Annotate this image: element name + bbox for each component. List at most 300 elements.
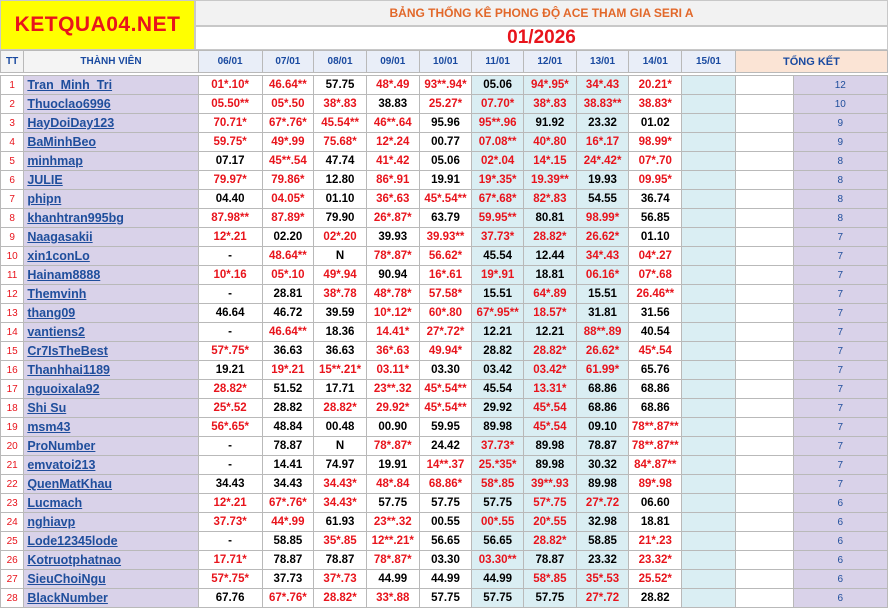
table-row — [1, 152, 888, 171]
result-cell: 26.62* — [576, 228, 629, 247]
result-cell: 19*.35* — [472, 171, 524, 190]
result-cell: 15.51 — [472, 285, 524, 304]
result-cell: 75.68* — [314, 133, 367, 152]
row-index: 8 — [1, 209, 24, 228]
total-cell: 9 — [793, 114, 887, 133]
result-cell: 07.08** — [472, 133, 524, 152]
result-cell: 02.20 — [262, 228, 314, 247]
row-index: 7 — [1, 190, 24, 209]
result-cell: 48.64** — [262, 247, 314, 266]
member-name-link[interactable]: Kotruotphatnao — [24, 551, 198, 570]
table-row — [1, 418, 888, 437]
result-cell: 03.30 — [419, 551, 472, 570]
member-name-link[interactable]: msm43 — [24, 418, 198, 437]
result-cell: 70.71* — [198, 114, 262, 133]
total-cell: 6 — [793, 551, 887, 570]
summary-gap — [735, 437, 793, 456]
row-index: 12 — [1, 285, 24, 304]
row-index: 23 — [1, 494, 24, 513]
member-name-link[interactable]: Tran_Minh_Tri — [24, 76, 198, 95]
summary-gap — [735, 266, 793, 285]
result-cell: 14.41 — [262, 456, 314, 475]
result-cell-empty — [682, 114, 736, 133]
column-header-date: 09/01 — [366, 51, 419, 73]
member-name-link[interactable]: JULIE — [24, 171, 198, 190]
result-cell: 07*.70 — [629, 152, 682, 171]
member-name-link[interactable]: BlackNumber — [24, 589, 198, 608]
column-header-tt: TT — [1, 51, 24, 73]
table-row — [1, 456, 888, 475]
total-cell: 6 — [793, 570, 887, 589]
column-header-member: THÀNH VIÊN — [24, 51, 198, 73]
table-row — [1, 437, 888, 456]
result-cell: 17.71 — [314, 380, 367, 399]
result-cell: 78*.87* — [366, 247, 419, 266]
summary-gap — [735, 361, 793, 380]
result-cell: 78.87 — [262, 551, 314, 570]
result-cell: 45*.54** — [419, 190, 472, 209]
result-cell: 58.85 — [262, 532, 314, 551]
result-cell: 28.82* — [314, 399, 367, 418]
member-name-link[interactable]: Cr7IsTheBest — [24, 342, 198, 361]
result-cell: 37*.73 — [314, 570, 367, 589]
result-cell: 03.30 — [419, 361, 472, 380]
row-index: 13 — [1, 304, 24, 323]
result-cell: 87.89* — [262, 209, 314, 228]
result-cell: 09.10 — [576, 418, 629, 437]
result-cell: 67*.76* — [262, 589, 314, 608]
summary-gap — [735, 494, 793, 513]
member-name-link[interactable]: phipn — [24, 190, 198, 209]
summary-gap — [735, 456, 793, 475]
result-cell: 65.76 — [629, 361, 682, 380]
row-index: 21 — [1, 456, 24, 475]
summary-gap — [735, 551, 793, 570]
result-cell: 82*.83 — [524, 190, 577, 209]
result-cell: 49*.99 — [262, 133, 314, 152]
total-cell: 7 — [793, 361, 887, 380]
result-cell: 23**.32 — [366, 513, 419, 532]
result-cell: 58.85 — [576, 532, 629, 551]
result-cell: 29.92* — [366, 399, 419, 418]
result-cell: 56*.65* — [198, 418, 262, 437]
summary-gap — [735, 285, 793, 304]
member-name-link[interactable]: HayDoiDay123 — [24, 114, 198, 133]
result-cell: 49.94* — [419, 342, 472, 361]
member-name-link[interactable]: thang09 — [24, 304, 198, 323]
result-cell: 05*.10 — [262, 266, 314, 285]
result-cell: 19*.21 — [262, 361, 314, 380]
result-cell-empty — [682, 76, 736, 95]
result-cell: 23.32* — [629, 551, 682, 570]
result-cell: 35*.85 — [314, 532, 367, 551]
result-cell: 57.75 — [419, 589, 472, 608]
total-cell: 7 — [793, 266, 887, 285]
result-cell: 00.77 — [419, 133, 472, 152]
result-cell: 12**.21* — [366, 532, 419, 551]
result-cell: 18.36 — [314, 323, 367, 342]
summary-gap — [735, 323, 793, 342]
member-name-link[interactable]: Themvinh — [24, 285, 198, 304]
result-cell: 45.54** — [314, 114, 367, 133]
result-cell: 89*.98 — [629, 475, 682, 494]
result-cell: 57.75 — [524, 589, 577, 608]
summary-gap — [735, 152, 793, 171]
result-cell: 61.99* — [576, 361, 629, 380]
result-cell: 07*.68 — [629, 266, 682, 285]
total-cell: 8 — [793, 171, 887, 190]
row-index: 25 — [1, 532, 24, 551]
result-cell: 79.97* — [198, 171, 262, 190]
result-cell: 34.43 — [262, 475, 314, 494]
member-name-link[interactable]: khanhtran995bg — [24, 209, 198, 228]
result-cell: 23.32 — [576, 551, 629, 570]
result-cell: - — [198, 247, 262, 266]
result-cell: 59.95** — [472, 209, 524, 228]
result-cell: 34.43* — [314, 475, 367, 494]
result-cell: 20*.55 — [524, 513, 577, 532]
result-cell: 18.57* — [524, 304, 577, 323]
result-cell: 89.98 — [576, 475, 629, 494]
result-cell: 04*.27 — [629, 247, 682, 266]
result-cell: 19*.91 — [472, 266, 524, 285]
result-cell: 38.83* — [629, 95, 682, 114]
result-cell: 49*.94 — [314, 266, 367, 285]
result-cell: 05*.50 — [262, 95, 314, 114]
total-cell: 6 — [793, 532, 887, 551]
result-cell-empty — [682, 285, 736, 304]
result-cell-empty — [682, 95, 736, 114]
table-row — [1, 76, 888, 95]
summary-gap — [735, 475, 793, 494]
row-index: 3 — [1, 114, 24, 133]
result-cell: 89.98 — [524, 437, 577, 456]
result-cell: 34*.43 — [576, 76, 629, 95]
member-name-link[interactable]: vantiens2 — [24, 323, 198, 342]
table-body — [1, 73, 888, 608]
result-cell: 89.98 — [472, 418, 524, 437]
result-cell: 45.54 — [472, 380, 524, 399]
result-cell: 48*.78* — [366, 285, 419, 304]
result-cell: 56.65 — [472, 532, 524, 551]
summary-gap — [735, 114, 793, 133]
result-cell-empty — [682, 228, 736, 247]
result-cell: 28.82* — [198, 380, 262, 399]
total-cell: 8 — [793, 209, 887, 228]
result-cell: 27*.72 — [576, 589, 629, 608]
result-cell: 03.11* — [366, 361, 419, 380]
result-cell: 03.30** — [472, 551, 524, 570]
total-cell: 6 — [793, 589, 887, 608]
result-cell: 57*.75* — [198, 570, 262, 589]
table-row — [1, 494, 888, 513]
member-name-link[interactable]: nghiavp — [24, 513, 198, 532]
result-cell: 48*.49 — [366, 76, 419, 95]
result-cell: 38*.78 — [314, 285, 367, 304]
summary-gap — [735, 532, 793, 551]
result-cell: 15**.21* — [314, 361, 367, 380]
result-cell-empty — [682, 437, 736, 456]
result-cell: 28.82* — [524, 228, 577, 247]
result-cell: 45*.54** — [419, 399, 472, 418]
result-cell: 23.32 — [576, 114, 629, 133]
result-cell-empty — [682, 494, 736, 513]
result-cell: 07.17 — [198, 152, 262, 171]
result-cell: 46.64** — [262, 76, 314, 95]
summary-gap — [735, 399, 793, 418]
result-cell: 01.10 — [314, 190, 367, 209]
result-cell: 05.06 — [419, 152, 472, 171]
result-cell: 25.*35* — [472, 456, 524, 475]
table-header-row — [1, 51, 888, 73]
result-cell: 00.90 — [366, 418, 419, 437]
result-cell: 68.86 — [629, 380, 682, 399]
total-cell: 7 — [793, 418, 887, 437]
result-cell: 34*.43 — [576, 247, 629, 266]
table-row — [1, 114, 888, 133]
row-index: 1 — [1, 76, 24, 95]
table-row — [1, 551, 888, 570]
result-cell: 00.55 — [419, 513, 472, 532]
member-name-link[interactable]: Lode12345lode — [24, 532, 198, 551]
column-header-date: 13/01 — [576, 51, 629, 73]
total-cell: 6 — [793, 513, 887, 532]
result-cell: - — [198, 285, 262, 304]
summary-gap — [735, 513, 793, 532]
result-cell: 38*.83 — [314, 95, 367, 114]
result-cell: 78**.87** — [629, 437, 682, 456]
result-cell: 37.73* — [198, 513, 262, 532]
result-cell: 45*.54** — [419, 380, 472, 399]
result-cell: 24.42 — [419, 437, 472, 456]
member-name-link[interactable]: minhmap — [24, 152, 198, 171]
result-cell: 94*.95* — [524, 76, 577, 95]
total-cell: 7 — [793, 323, 887, 342]
result-cell: 78.87 — [262, 437, 314, 456]
result-cell: 40*.80 — [524, 133, 577, 152]
result-cell: 19.39** — [524, 171, 577, 190]
result-cell: 12*.24 — [366, 133, 419, 152]
result-cell-empty — [682, 570, 736, 589]
result-cell: 28.82 — [629, 589, 682, 608]
result-cell: 45*.54 — [524, 399, 577, 418]
result-cell: 57.75 — [472, 589, 524, 608]
member-name-link[interactable]: Thanhhai1189 — [24, 361, 198, 380]
summary-gap — [735, 190, 793, 209]
summary-gap — [735, 342, 793, 361]
member-name-link[interactable]: emvatoi213 — [24, 456, 198, 475]
column-header-summary: TỔNG KẾT — [735, 51, 887, 73]
row-index: 20 — [1, 437, 24, 456]
table-row — [1, 323, 888, 342]
result-cell-empty — [682, 190, 736, 209]
result-cell: 67*.76* — [262, 494, 314, 513]
column-header-date: 06/01 — [198, 51, 262, 73]
summary-gap — [735, 228, 793, 247]
member-name-link[interactable]: Hainam8888 — [24, 266, 198, 285]
row-index: 27 — [1, 570, 24, 589]
result-cell: 67*.95** — [472, 304, 524, 323]
result-cell: 58*.85 — [524, 570, 577, 589]
result-cell: 28.82* — [524, 342, 577, 361]
result-cell: 12.21 — [524, 323, 577, 342]
result-cell: 24*.42* — [576, 152, 629, 171]
result-cell: 12*.21 — [198, 494, 262, 513]
column-header-date: 07/01 — [262, 51, 314, 73]
result-cell: 48*.84 — [366, 475, 419, 494]
result-cell: 68.86 — [629, 399, 682, 418]
result-cell-empty — [682, 399, 736, 418]
table-row — [1, 399, 888, 418]
site-logo[interactable] — [0, 0, 195, 50]
result-cell: 57*.75* — [198, 342, 262, 361]
member-name-link[interactable]: xin1conLo — [24, 247, 198, 266]
result-cell: 61.93 — [314, 513, 367, 532]
result-cell: 04.05* — [262, 190, 314, 209]
result-cell: 29.92 — [472, 399, 524, 418]
result-cell: 01*.10* — [198, 76, 262, 95]
result-cell: 64*.89 — [524, 285, 577, 304]
row-index: 9 — [1, 228, 24, 247]
result-cell: 37.73 — [262, 570, 314, 589]
result-cell: 87.98** — [198, 209, 262, 228]
row-index: 22 — [1, 475, 24, 494]
result-cell: 56.62* — [419, 247, 472, 266]
result-cell: 12.21 — [472, 323, 524, 342]
result-cell-empty — [682, 513, 736, 532]
member-name-link[interactable]: Thuoclao6996 — [24, 95, 198, 114]
result-cell: 57*.75 — [524, 494, 577, 513]
result-cell-empty — [682, 342, 736, 361]
result-cell: 44.99 — [366, 570, 419, 589]
result-cell: 15.51 — [576, 285, 629, 304]
result-cell: 48.84 — [262, 418, 314, 437]
total-cell: 7 — [793, 247, 887, 266]
member-name-link[interactable]: ProNumber — [24, 437, 198, 456]
result-cell: 78*.87* — [366, 437, 419, 456]
member-name-link[interactable]: Lucmach — [24, 494, 198, 513]
result-cell: 16*.61 — [419, 266, 472, 285]
column-header-date: 14/01 — [629, 51, 682, 73]
result-cell-empty — [682, 266, 736, 285]
result-cell: 00*.55 — [472, 513, 524, 532]
result-cell: 57.75 — [314, 76, 367, 95]
row-index: 28 — [1, 589, 24, 608]
result-cell: 45*.54 — [629, 342, 682, 361]
result-cell: 78*.87* — [366, 551, 419, 570]
result-cell: 02*.20 — [314, 228, 367, 247]
result-cell: N — [314, 437, 367, 456]
result-cell: 90.94 — [366, 266, 419, 285]
result-cell: 07.70* — [472, 95, 524, 114]
result-cell: 39.93 — [366, 228, 419, 247]
total-cell: 7 — [793, 437, 887, 456]
result-cell: 28.82 — [472, 342, 524, 361]
result-cell: 12.44 — [524, 247, 577, 266]
member-name-link[interactable]: Shi Su — [24, 399, 198, 418]
result-cell: 78.87 — [576, 437, 629, 456]
result-cell: 27*.72 — [576, 494, 629, 513]
result-cell: 57.75 — [472, 494, 524, 513]
result-cell: 40.54 — [629, 323, 682, 342]
member-name-link[interactable]: nguoixala92 — [24, 380, 198, 399]
result-cell: 05.50** — [198, 95, 262, 114]
result-cell-empty — [682, 551, 736, 570]
result-cell: 31.81 — [576, 304, 629, 323]
result-cell: 44.99 — [472, 570, 524, 589]
row-index: 18 — [1, 399, 24, 418]
member-name-link[interactable]: Naagasakii — [24, 228, 198, 247]
result-cell: 51.52 — [262, 380, 314, 399]
result-cell: 37.73* — [472, 228, 524, 247]
result-cell: 68.86 — [576, 380, 629, 399]
result-cell: 27*.72* — [419, 323, 472, 342]
result-cell-empty — [682, 475, 736, 494]
result-cell: 32.98 — [576, 513, 629, 532]
result-cell: 23**.32 — [366, 380, 419, 399]
result-cell: 78.87 — [314, 551, 367, 570]
table-row — [1, 190, 888, 209]
result-cell: 10*.12* — [366, 304, 419, 323]
result-cell: N — [314, 247, 367, 266]
result-cell: 45*.54 — [524, 418, 577, 437]
result-cell: 98.99* — [629, 133, 682, 152]
result-cell: 67.76 — [198, 589, 262, 608]
result-cell-empty — [682, 589, 736, 608]
row-index: 24 — [1, 513, 24, 532]
column-header-date: 11/01 — [472, 51, 524, 73]
result-cell: 39.93** — [419, 228, 472, 247]
result-cell: 19.93 — [576, 171, 629, 190]
total-cell: 9 — [793, 133, 887, 152]
result-cell: 91.92 — [524, 114, 577, 133]
member-name-link[interactable]: SieuChoiNgu — [24, 570, 198, 589]
result-cell: 14.41* — [366, 323, 419, 342]
result-cell: 67*.76* — [262, 114, 314, 133]
total-cell: 7 — [793, 228, 887, 247]
result-cell: 74.97 — [314, 456, 367, 475]
result-cell: 26.46** — [629, 285, 682, 304]
result-cell: 25.52* — [629, 570, 682, 589]
result-cell: 80.81 — [524, 209, 577, 228]
member-name-link[interactable]: BaMinhBeo — [24, 133, 198, 152]
result-cell-empty — [682, 323, 736, 342]
member-name-link[interactable]: QuenMatKhau — [24, 475, 198, 494]
result-cell: 38.83** — [576, 95, 629, 114]
result-cell: 25*.52 — [198, 399, 262, 418]
report-title: BẢNG THỐNG KÊ PHONG ĐỘ ACE THAM GIA SERI A — [195, 0, 888, 26]
row-index: 4 — [1, 133, 24, 152]
total-cell: 7 — [793, 456, 887, 475]
result-cell: 37.73* — [472, 437, 524, 456]
result-cell: 95.96 — [419, 114, 472, 133]
result-cell: 19.91 — [366, 456, 419, 475]
result-cell: 33*.88 — [366, 589, 419, 608]
result-cell: 14**.37 — [419, 456, 472, 475]
result-cell-empty — [682, 361, 736, 380]
report-month: 01/2026 — [195, 26, 888, 50]
result-cell: 41*.42 — [366, 152, 419, 171]
result-cell: 98.99* — [576, 209, 629, 228]
result-cell-empty — [682, 152, 736, 171]
result-cell: 36*.63 — [366, 342, 419, 361]
total-cell: 8 — [793, 152, 887, 171]
result-cell-empty — [682, 133, 736, 152]
total-cell: 6 — [793, 494, 887, 513]
result-cell-empty — [682, 247, 736, 266]
table-row — [1, 380, 888, 399]
result-cell: 28.82* — [314, 589, 367, 608]
